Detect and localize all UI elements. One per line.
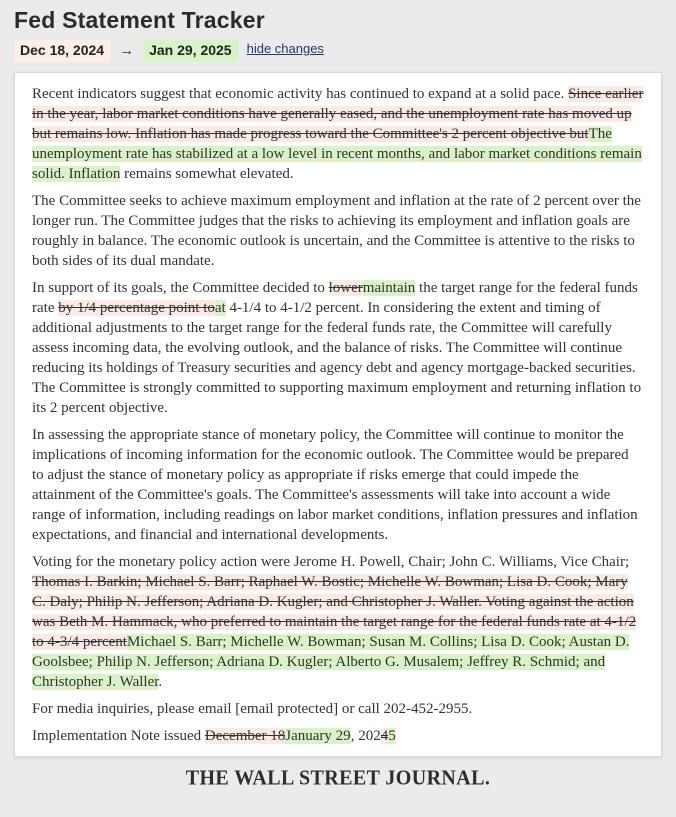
statement-paragraph [32,84,644,184]
text-segment: In support of its goals, the Committee decided to [32,279,329,296]
text-segment: Voting for the monetary policy action were Jerome H. Powell, Chair; John C. Williams, Vice Chair; [32,553,630,570]
deleted-text: December 18 [204,727,286,744]
date-row [14,40,662,61]
wsj-logo: THE WALL STREET JOURNAL. [185,766,491,790]
hide-changes-link[interactable]: hide changes [246,41,324,57]
text-segment: , 202 [350,727,381,744]
added-text: 5 [388,727,396,744]
text-segment: Implementation Note issued [32,727,205,744]
text-segment: In assessing the appropriate stance of monetary policy, the Committee will continue to monitor the implications of incoming information for the economic outlook. The Committee would be prepared to adjust the stance of monetary policy as appropriate if risks emerge that could impede the attainment of the Committee's goals. The Committee's assessments will take into account a wide range of information, including readings on labor market conditions, inflation pressures and inflation expectations, and financial and international developments. [32,426,638,543]
statement-paragraph [32,191,644,271]
added-text: maintain [362,279,416,296]
added-text: Michael S. Barr; Michelle W. Bowman; Susan M. Collins; Lisa D. Cook; Austan D. Goolsbee; Philip N. Jefferson; Adriana D. Kugler; Alberto G. Musalem; Jeffrey R. Schmid; and Christopher J. Waller [32,633,630,690]
text-segment: the target range for the federal funds rate [32,279,638,316]
statement-paragraph [32,699,644,719]
deleted-text: Thomas I. Barkin; Michael S. Barr; Raphael W. Bostic; Michelle W. Bowman; Lisa D. Cook; Mary C. Daly; Philip N. Jefferson; Adriana D. Kugler; and Christopher J. Waller. Voting against the action was Beth M. Hammack, who preferred to maintain the target range for the federal funds rate at 4-1/2 to 4-3/4 percent [32,573,637,650]
added-text: at [214,299,226,316]
text-segment: Recent indicators suggest that economic activity has continued to expand at a solid pace. [32,85,569,102]
arrow-right-icon: → [119,42,135,60]
deleted-text: by 1/4 percentage point to [58,299,215,316]
text-segment: remains somewhat elevated. [120,165,294,182]
date-to-badge: Jan 29, 2025 [143,40,238,61]
footer [0,757,676,790]
added-text: January 29 [285,727,351,744]
added-text: The unemployment rate has stabilized at a low level in recent months, and labor market conditions remain solid. Inflation [32,125,642,182]
statement-card [14,72,662,757]
statement-paragraph [32,726,644,746]
text-segment: The Committee seeks to achieve maximum employment and inflation at the rate of 2 percent over the longer run. The Committee judges that the risks to achieving its employment and inflation goals are roughly in balance. The economic outlook is uncertain, and the Committee is attentive to the risks to both sides of its dual mandate. [32,192,641,269]
deleted-text: lower [328,279,363,296]
statement-body [32,84,644,746]
header [0,0,676,62]
text-segment: For media inquiries, please email [email protected] or call 202-452-2955. [32,700,473,717]
text-segment: . [158,673,163,690]
statement-paragraph [32,552,644,692]
page-title: Fed Statement Tracker [14,7,265,33]
statement-paragraph [32,425,644,545]
deleted-text: Since earlier in the year, labor market conditions have generally eased, and the unemployment rate has moved up but remains low. Inflation has made progress toward the Committee's 2 percent objective but [32,85,644,142]
text-segment: 4-1/4 to 4-1/2 percent. In considering the extent and timing of additional adjustments to the target range for the federal funds rate, the Committee will carefully assess incoming data, the evolving outlook, and the balance of risks. The Committee will continue reducing its holdings of Treasury securities and agency debt and agency mortgage-backed securities. The Committee is strongly committed to supporting maximum employment and returning inflation to its 2 percent objective. [32,299,642,416]
statement-paragraph [32,278,644,418]
deleted-text: 4 [380,727,389,744]
date-from-badge: Dec 18, 2024 [14,40,110,61]
